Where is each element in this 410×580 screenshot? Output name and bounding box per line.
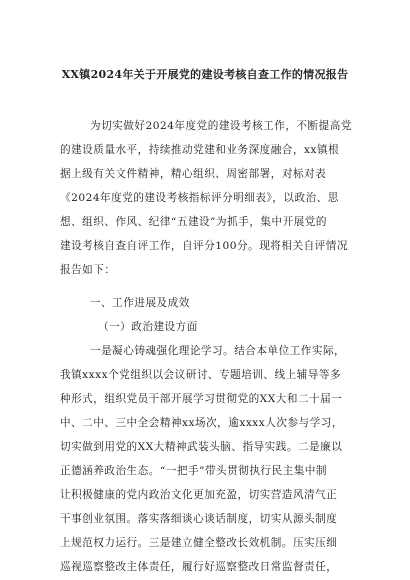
paragraph-line: 巡视巡察整改主体责任，履行好巡察整改日常监督责任，: [60, 561, 338, 573]
paragraph-line: 据上级有关文件精神，精心组织、周密部署，对标对表: [60, 168, 327, 180]
paragraph-line: 《2024年度党的建设考核指标评分明细表》，以政治、思: [60, 192, 339, 204]
paragraph-line: 报告如下：: [60, 264, 116, 276]
paragraph-line: 正德涵养政治生态。“一把手”带头贯彻执行民主集中制: [60, 465, 327, 477]
paragraph-line: 建设考核自查自评工作，自评分100分。现将相关自评情况: [60, 240, 348, 252]
subsection-heading: （一）政治建设方面: [98, 321, 198, 333]
paragraph-line: 上规范权力运行。三是建立健全整改长效机制。压实压细: [60, 537, 338, 549]
paragraph-line: 我镇xxxx个党组织以会议研讨、专题培训、线上辅导等多: [60, 369, 342, 381]
paragraph-line: 一是凝心铸魂强化理论学习。结合本单位工作实际，: [90, 345, 346, 357]
paragraph-line: 种形式，组织党员干部开展学习贯彻党的XX大和二十届一: [60, 393, 343, 405]
paragraph-line: 干事创业氛围。落实落细谈心谈话制度，切实从源头制度: [60, 513, 338, 525]
paragraph-line: 的建设质量水平，持续推动党建和业务深度融合，xx镇根: [60, 144, 340, 156]
section-heading: 一、工作进展及成效: [90, 297, 190, 309]
paragraph-line: 中、二中、三中全会精神xx场次，逾xxxx人次参与学习，: [60, 417, 343, 429]
document-title: XX镇2024年关于开展党的建设考核自查工作的情况报告: [61, 68, 349, 81]
paragraph-line: 想、组织、作风、纪律“五建设”为抓手，集中开展党的: [60, 216, 327, 228]
paragraph-line: 为切实做好2024年度党的建设考核工作，不断提高党: [90, 120, 352, 132]
paragraph-line: 切实做到用党的XX大精神武装头脑、指导实践。二是廉以: [60, 441, 343, 453]
paragraph-line: 让积极健康的党内政治文化更加充盈，切实营造风清气正: [60, 489, 338, 501]
